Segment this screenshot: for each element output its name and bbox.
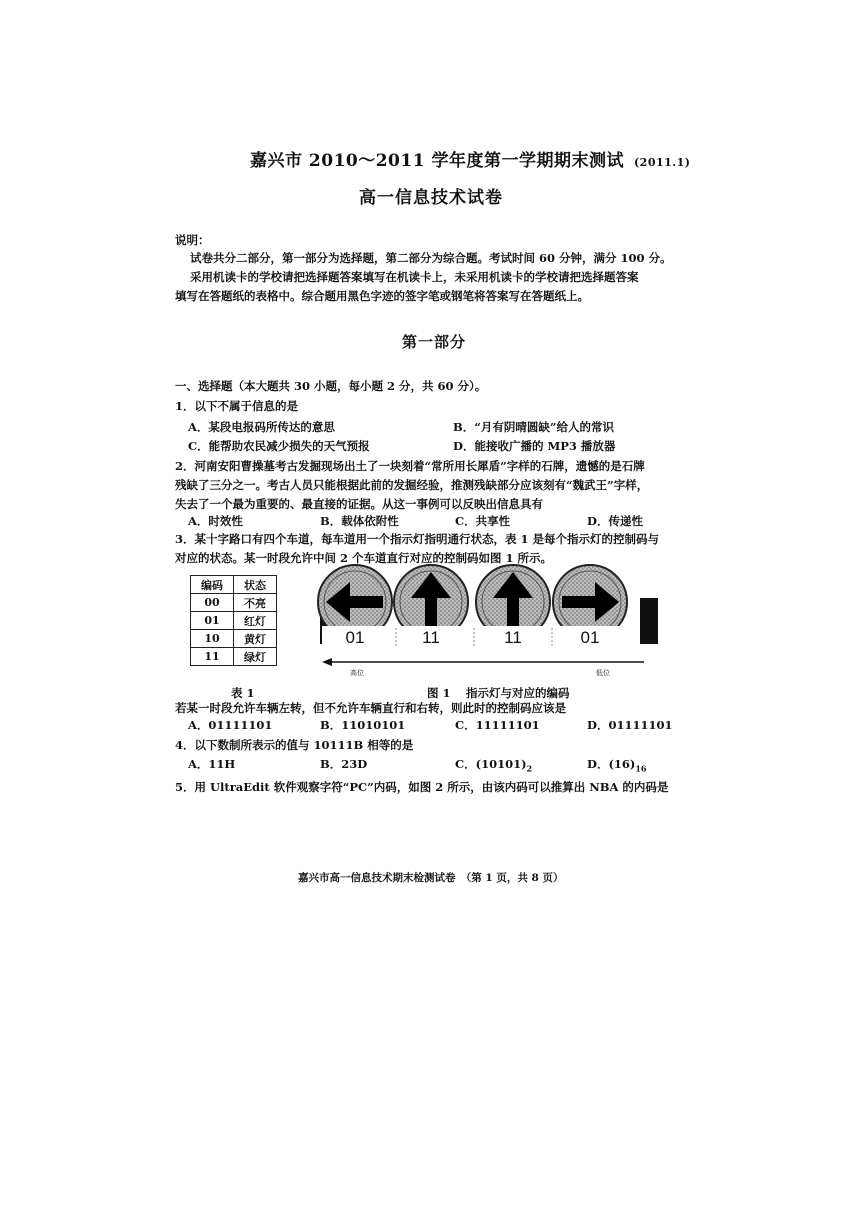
table-header-state: 状态 <box>234 576 277 594</box>
table-cell: 黄灯 <box>234 630 277 648</box>
q2-stem-line-1: 2．河南安阳曹操墓考古发掘现场出土了一块刻着“常所用长犀盾”字样的石牌，遗憾的是石牌 <box>175 459 645 473</box>
q4-option-c <box>455 756 532 773</box>
table-header-code: 编码 <box>191 576 234 594</box>
figure-1-indicator-lights <box>300 562 670 680</box>
table-cell: 10 <box>191 630 234 648</box>
q1-option-a: A．某段电报码所传达的意思 <box>188 420 335 434</box>
table-row <box>191 612 277 630</box>
instructions-line-2: 采用机读卡的学校请把选择题答案填写在机读卡上，未采用机读卡的学校请把选择题答案 <box>190 270 639 284</box>
q4-option-b: B．23D <box>320 757 368 771</box>
instructions-label: 说明： <box>175 233 210 247</box>
high-bit-label: 高位 <box>350 669 364 677</box>
q1-stem: 1．以下不属于信息的是 <box>175 399 299 413</box>
instructions-line-1: 试卷共分二部分，第一部分为选择题，第二部分为综合题。考试时间 60 分钟，满分 100 分。 <box>190 251 672 265</box>
table-1-caption: 表 1 <box>231 686 255 700</box>
q4-option-d-text: D．(16) <box>587 757 636 771</box>
table-cell: 01 <box>191 612 234 630</box>
table-cell: 红灯 <box>234 612 277 630</box>
q3-stem-line-2: 对应的状态。某一时段允许中间 2 个车道直行对应的控制码如图 1 所示。 <box>175 551 553 565</box>
table-row <box>191 594 277 612</box>
code-label-4: 01 <box>580 628 600 647</box>
q4-stem: 4．以下数制所表示的值与 10111B 相等的是 <box>175 738 414 752</box>
exam-title <box>250 146 690 171</box>
table-cell: 00 <box>191 594 234 612</box>
page-footer: 嘉兴市高一信息技术期末检测试卷 （第 1 页，共 8 页） <box>298 872 564 884</box>
table-header-row <box>191 576 277 594</box>
instructions-line-3: 填写在答题纸的表格中。综合题用黑色字迹的签字笔或钢笔将答案写在答题纸上。 <box>175 289 589 303</box>
bit-order-arrowhead-icon <box>322 658 332 666</box>
q4-option-d <box>587 756 647 773</box>
table-cell: 不亮 <box>234 594 277 612</box>
code-label-1: 01 <box>345 628 365 647</box>
exam-title-text: 嘉兴市 2010～2011 学年度第一学期期末测试 <box>250 151 624 171</box>
section-title: 第一部分 <box>402 333 467 351</box>
q4-option-a: A．11H <box>188 757 236 771</box>
q3-stem-line-1: 3．某十字路口有四个车道，每车道用一个指示灯指明通行状态，表 1 是每个指示灯的控制码与 <box>175 532 660 546</box>
figure-1-caption: 图 1 指示灯与对应的编码 <box>427 686 570 700</box>
q2-option-b: B．载体依附性 <box>320 514 399 528</box>
code-label-2: 11 <box>422 628 440 647</box>
table-row <box>191 648 277 666</box>
q5-stem: 5．用 UltraEdit 软件观察字符“PC”内码，如图 2 所示，由该内码可以推算出 NBA 的内码是 <box>175 780 669 794</box>
q2-option-a: A．时效性 <box>188 514 243 528</box>
low-bit-label: 低位 <box>596 669 610 677</box>
q3-question: 若某一时段允许车辆左转，但不允许车辆直行和右转，则此时的控制码应该是 <box>175 701 566 715</box>
q2-option-c: C．共享性 <box>455 514 511 528</box>
q1-option-c: C．能帮助农民减少损失的天气预报 <box>188 439 370 453</box>
q1-option-d: D．能接收广播的 MP3 播放器 <box>453 439 616 453</box>
q3-option-b: B．11010101 <box>320 718 406 732</box>
exam-subtitle: 高一信息技术试卷 <box>359 188 503 208</box>
q2-stem-line-3: 失去了一个最为重要的、最直接的证据。从这一事例可以反映出信息具有 <box>175 497 543 511</box>
q3-option-c: C．11111101 <box>455 718 540 732</box>
q4-option-c-base: 2 <box>526 763 533 774</box>
code-label-3: 11 <box>504 628 522 647</box>
q4-option-c-text: C．(10101) <box>455 757 527 771</box>
q2-stem-line-2: 残缺了三分之一。考古人员只能根据此前的发掘经验，推测残缺部分应该刻有“魏武王”字样， <box>175 478 649 492</box>
q3-option-d: D．01111101 <box>587 718 673 732</box>
q4-option-d-base: 16 <box>635 763 647 774</box>
table-cell: 11 <box>191 648 234 666</box>
part-heading: 一、选择题（本大题共 30 小题，每小题 2 分，共 60 分）。 <box>175 379 487 393</box>
q2-option-d: D．传递性 <box>587 514 643 528</box>
table-1 <box>190 575 277 666</box>
q1-option-b: B．“月有阴晴圆缺”给人的常识 <box>453 420 614 434</box>
exam-date: (2011.1) <box>633 156 691 169</box>
table-cell: 绿灯 <box>234 648 277 666</box>
table-row <box>191 630 277 648</box>
q3-option-a: A．01111101 <box>188 718 273 732</box>
